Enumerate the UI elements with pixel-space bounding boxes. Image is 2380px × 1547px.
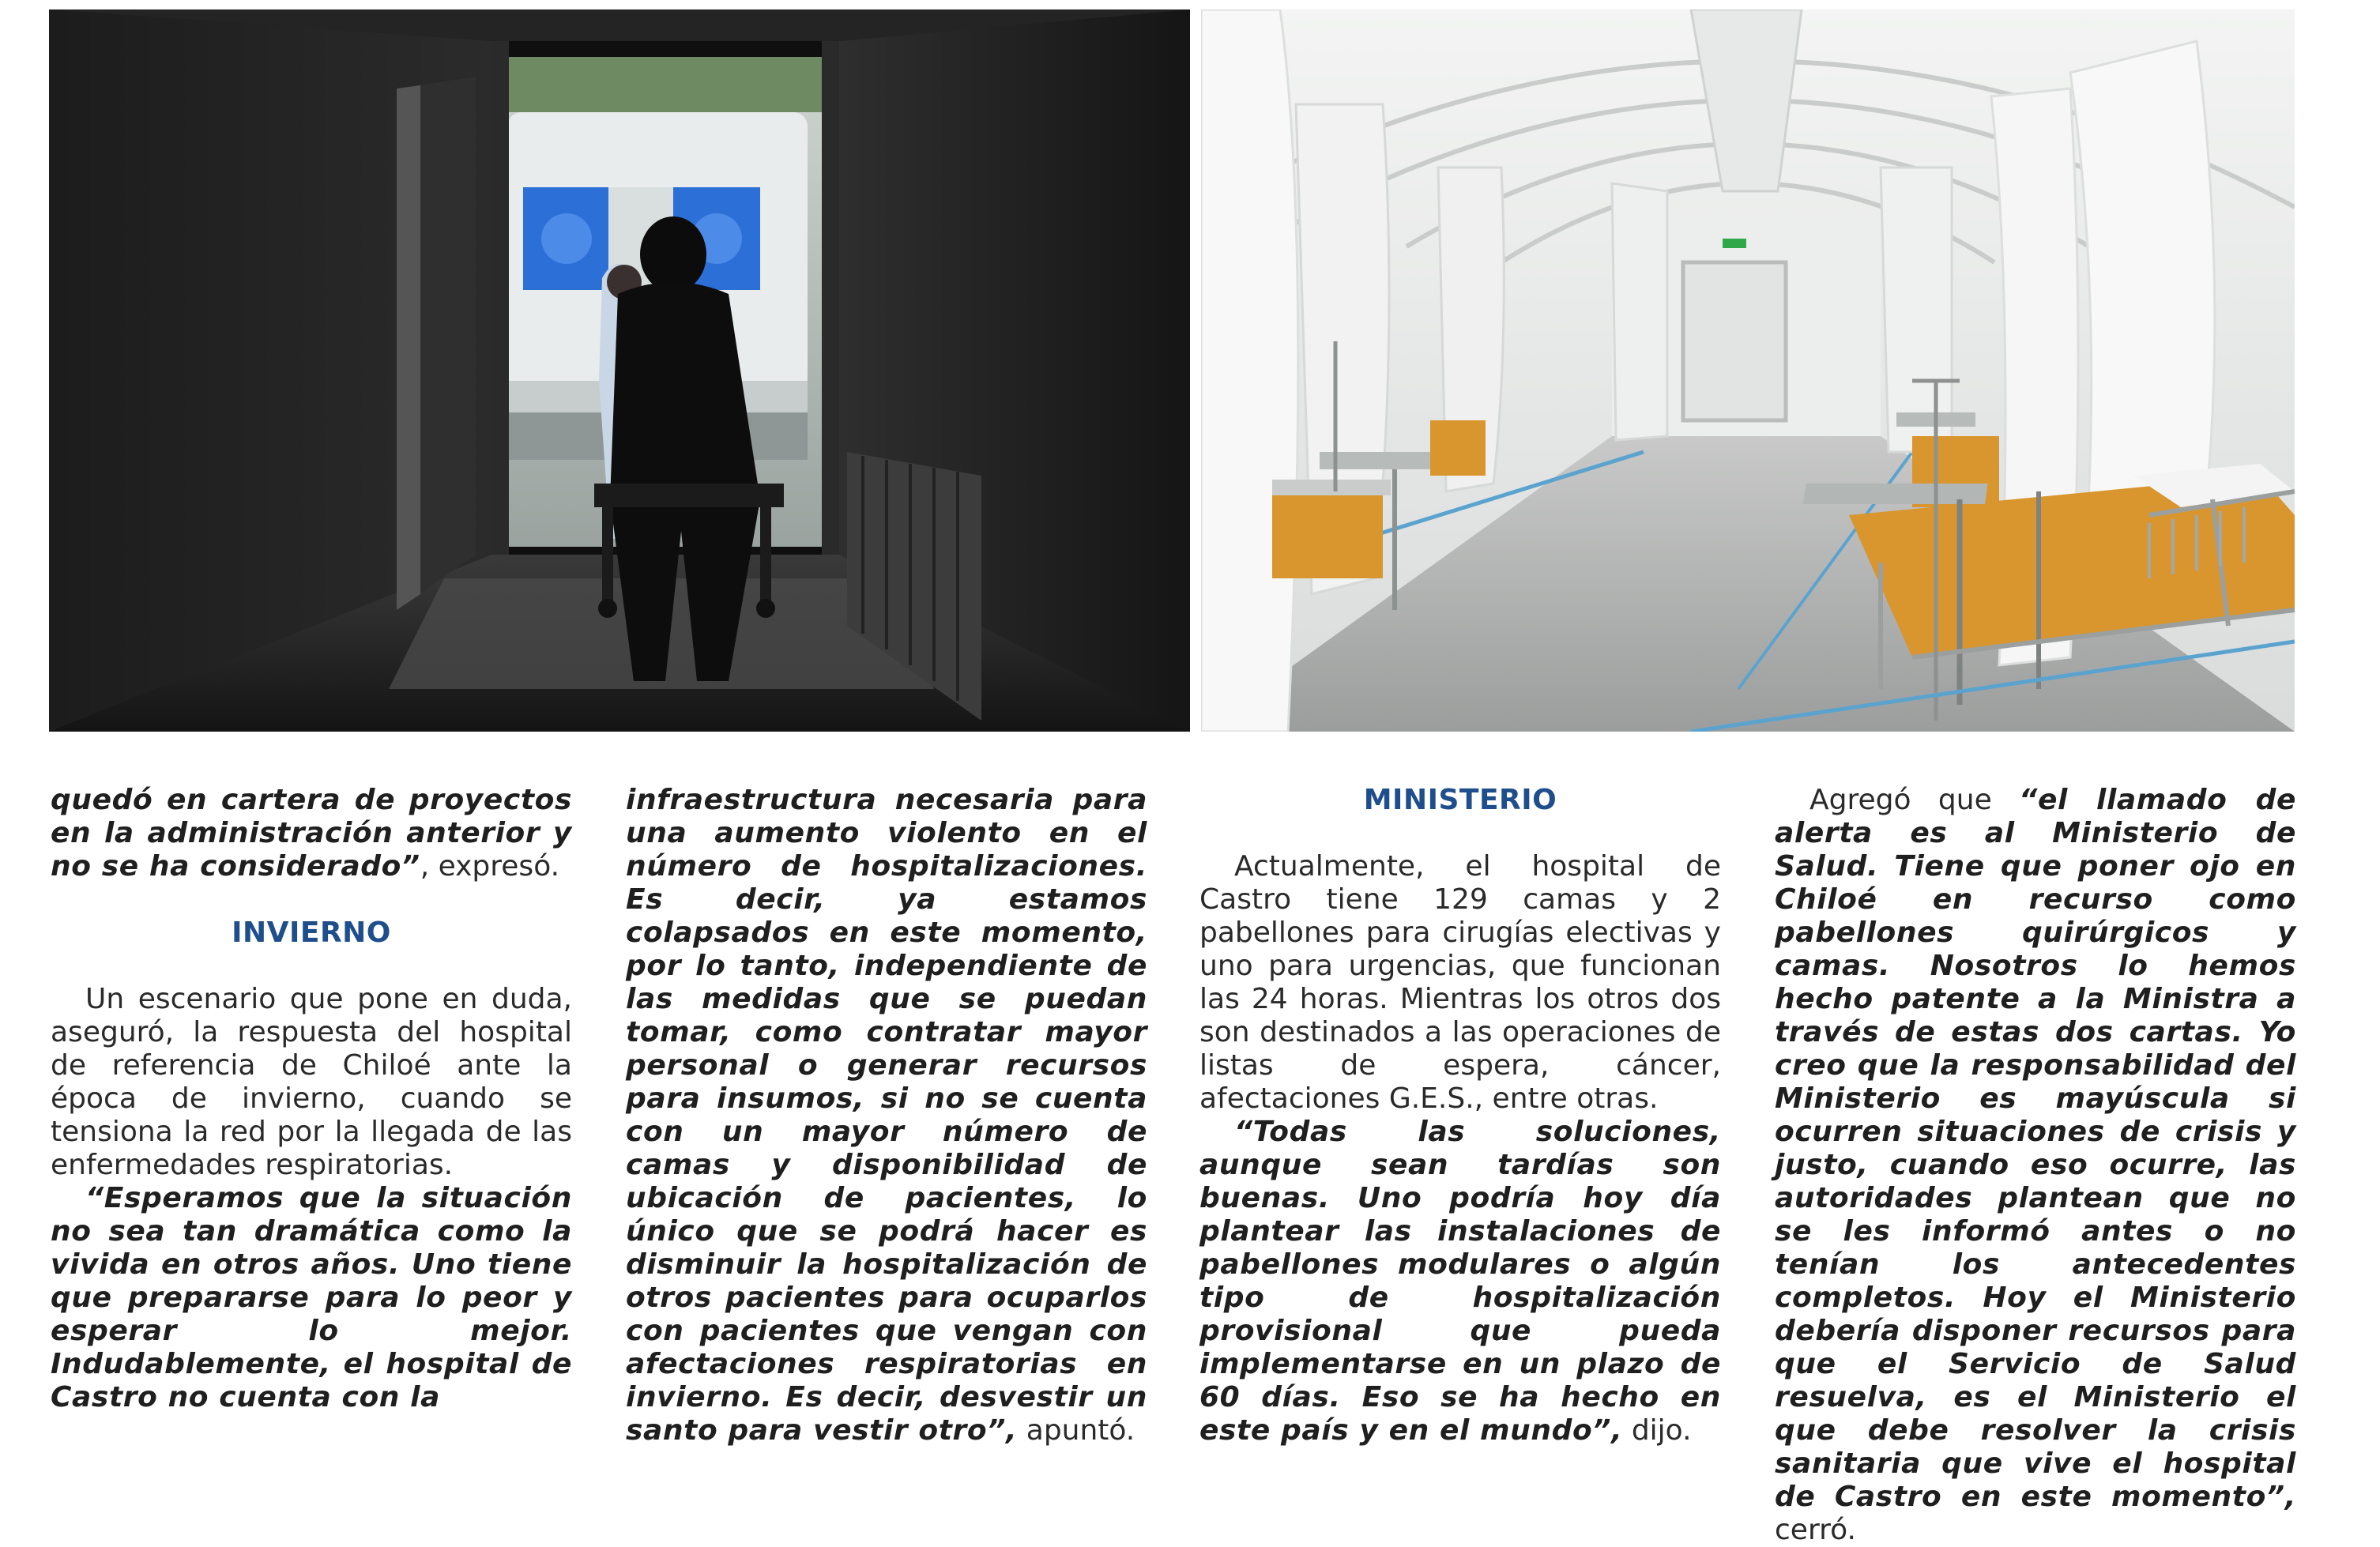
quote-text: quedó en cartera de proyectos en la administración anterior y no se ha considerado” <box>51 784 572 883</box>
lead-text: Agregó que <box>1809 784 2020 816</box>
attribution-text: apuntó. <box>1017 1414 1135 1447</box>
tent-ward-illustration <box>1201 9 2295 732</box>
section-heading-invierno: INVIERNO <box>232 917 391 949</box>
article-column-2 <box>626 784 1147 1447</box>
quote-text: “el llamado de alerta es al Ministerio de Salud. Tiene que poner ojo en Chiloé en recurso como pabellones quirúrgicos y camas. Nosotros lo hemos hecho patente a la Ministra a través de estas dos cartas. Yo creo que la responsabilidad del Ministerio es mayúscula si ocurren situaciones de crisis y justo, cuando eso ocurre, las autoridades plantean que no se les informó antes o no tenían los antecedentes completos. Hoy el Ministerio debería disponer recursos para que el Servicio de Salud resuelva, es el Ministerio el que debe resolver la crisis sanitaria que vive el hospital de Castro en este momento”, <box>1775 784 2296 1513</box>
tent-ward-photo <box>1201 9 2295 732</box>
quote-paragraph: “Esperamos que la situación no sea tan dramática como la vivida en otros años. Uno tiene que prepararse para lo peor y esperar lo mejor. Indudablemente, el hospital de Castro no cuenta con la <box>51 1182 572 1413</box>
quote-paragraph <box>626 784 1147 1447</box>
quote-paragraph <box>1775 784 2296 1547</box>
section-heading-ministerio: MINISTERIO <box>1363 784 1557 816</box>
paragraph <box>51 784 572 883</box>
paragraph: Un escenario que pone en duda, aseguró, la respuesta del hospital de referencia de Chiloé ante la época de invierno, cuando se tensiona la red por la llegada de las enfermedades respiratorias. <box>51 983 572 1181</box>
quote-paragraph <box>1199 1116 1721 1447</box>
corridor-photo <box>49 9 1190 732</box>
article-column-3 <box>1199 784 1721 1447</box>
corridor-illustration <box>49 9 1190 732</box>
article-column-4 <box>1775 784 2296 1547</box>
attribution-text: , expresó. <box>420 850 560 883</box>
paragraph: Actualmente, el hospital de Castro tiene 129 camas y 2 pabellones para cirugías electivas y uno para urgencias, que funcionan las 24 horas. Mientras los otros dos son destinados a las operaciones de listas de espera, cáncer, afectaciones G.E.S., entre otras. <box>1199 850 1721 1115</box>
quote-text: infraestructura necesaria para una aumento violento en el número de hospitalizaciones. Es decir, ya estamos colapsados en este momento, por lo tanto, independiente de las medidas que se puedan tomar, como contratar mayor personal o generar recursos para insumos, si no se cuenta con un mayor número de camas y disponibilidad de ubicación de pacientes, lo único que se podrá hacer es disminuir la hospitalización de otros pacientes para ocuparlos con pacientes que vengan con afectaciones respiratorias en invierno. Es decir, desvestir un santo para vestir otro”, <box>626 784 1147 1447</box>
quote-text: “Todas las soluciones, aunque sean tardías son buenas. Uno podría hoy día plantear las instalaciones de pabellones modulares o algún tipo de hospitalización provisional que pueda implementarse en un plazo de 60 días. Eso se ha hecho en este país y en el mundo”, <box>1199 1116 1721 1447</box>
attribution-text: cerró. <box>1775 1514 1856 1546</box>
attribution-text: dijo. <box>1622 1414 1692 1447</box>
article-column-1 <box>51 784 572 1414</box>
